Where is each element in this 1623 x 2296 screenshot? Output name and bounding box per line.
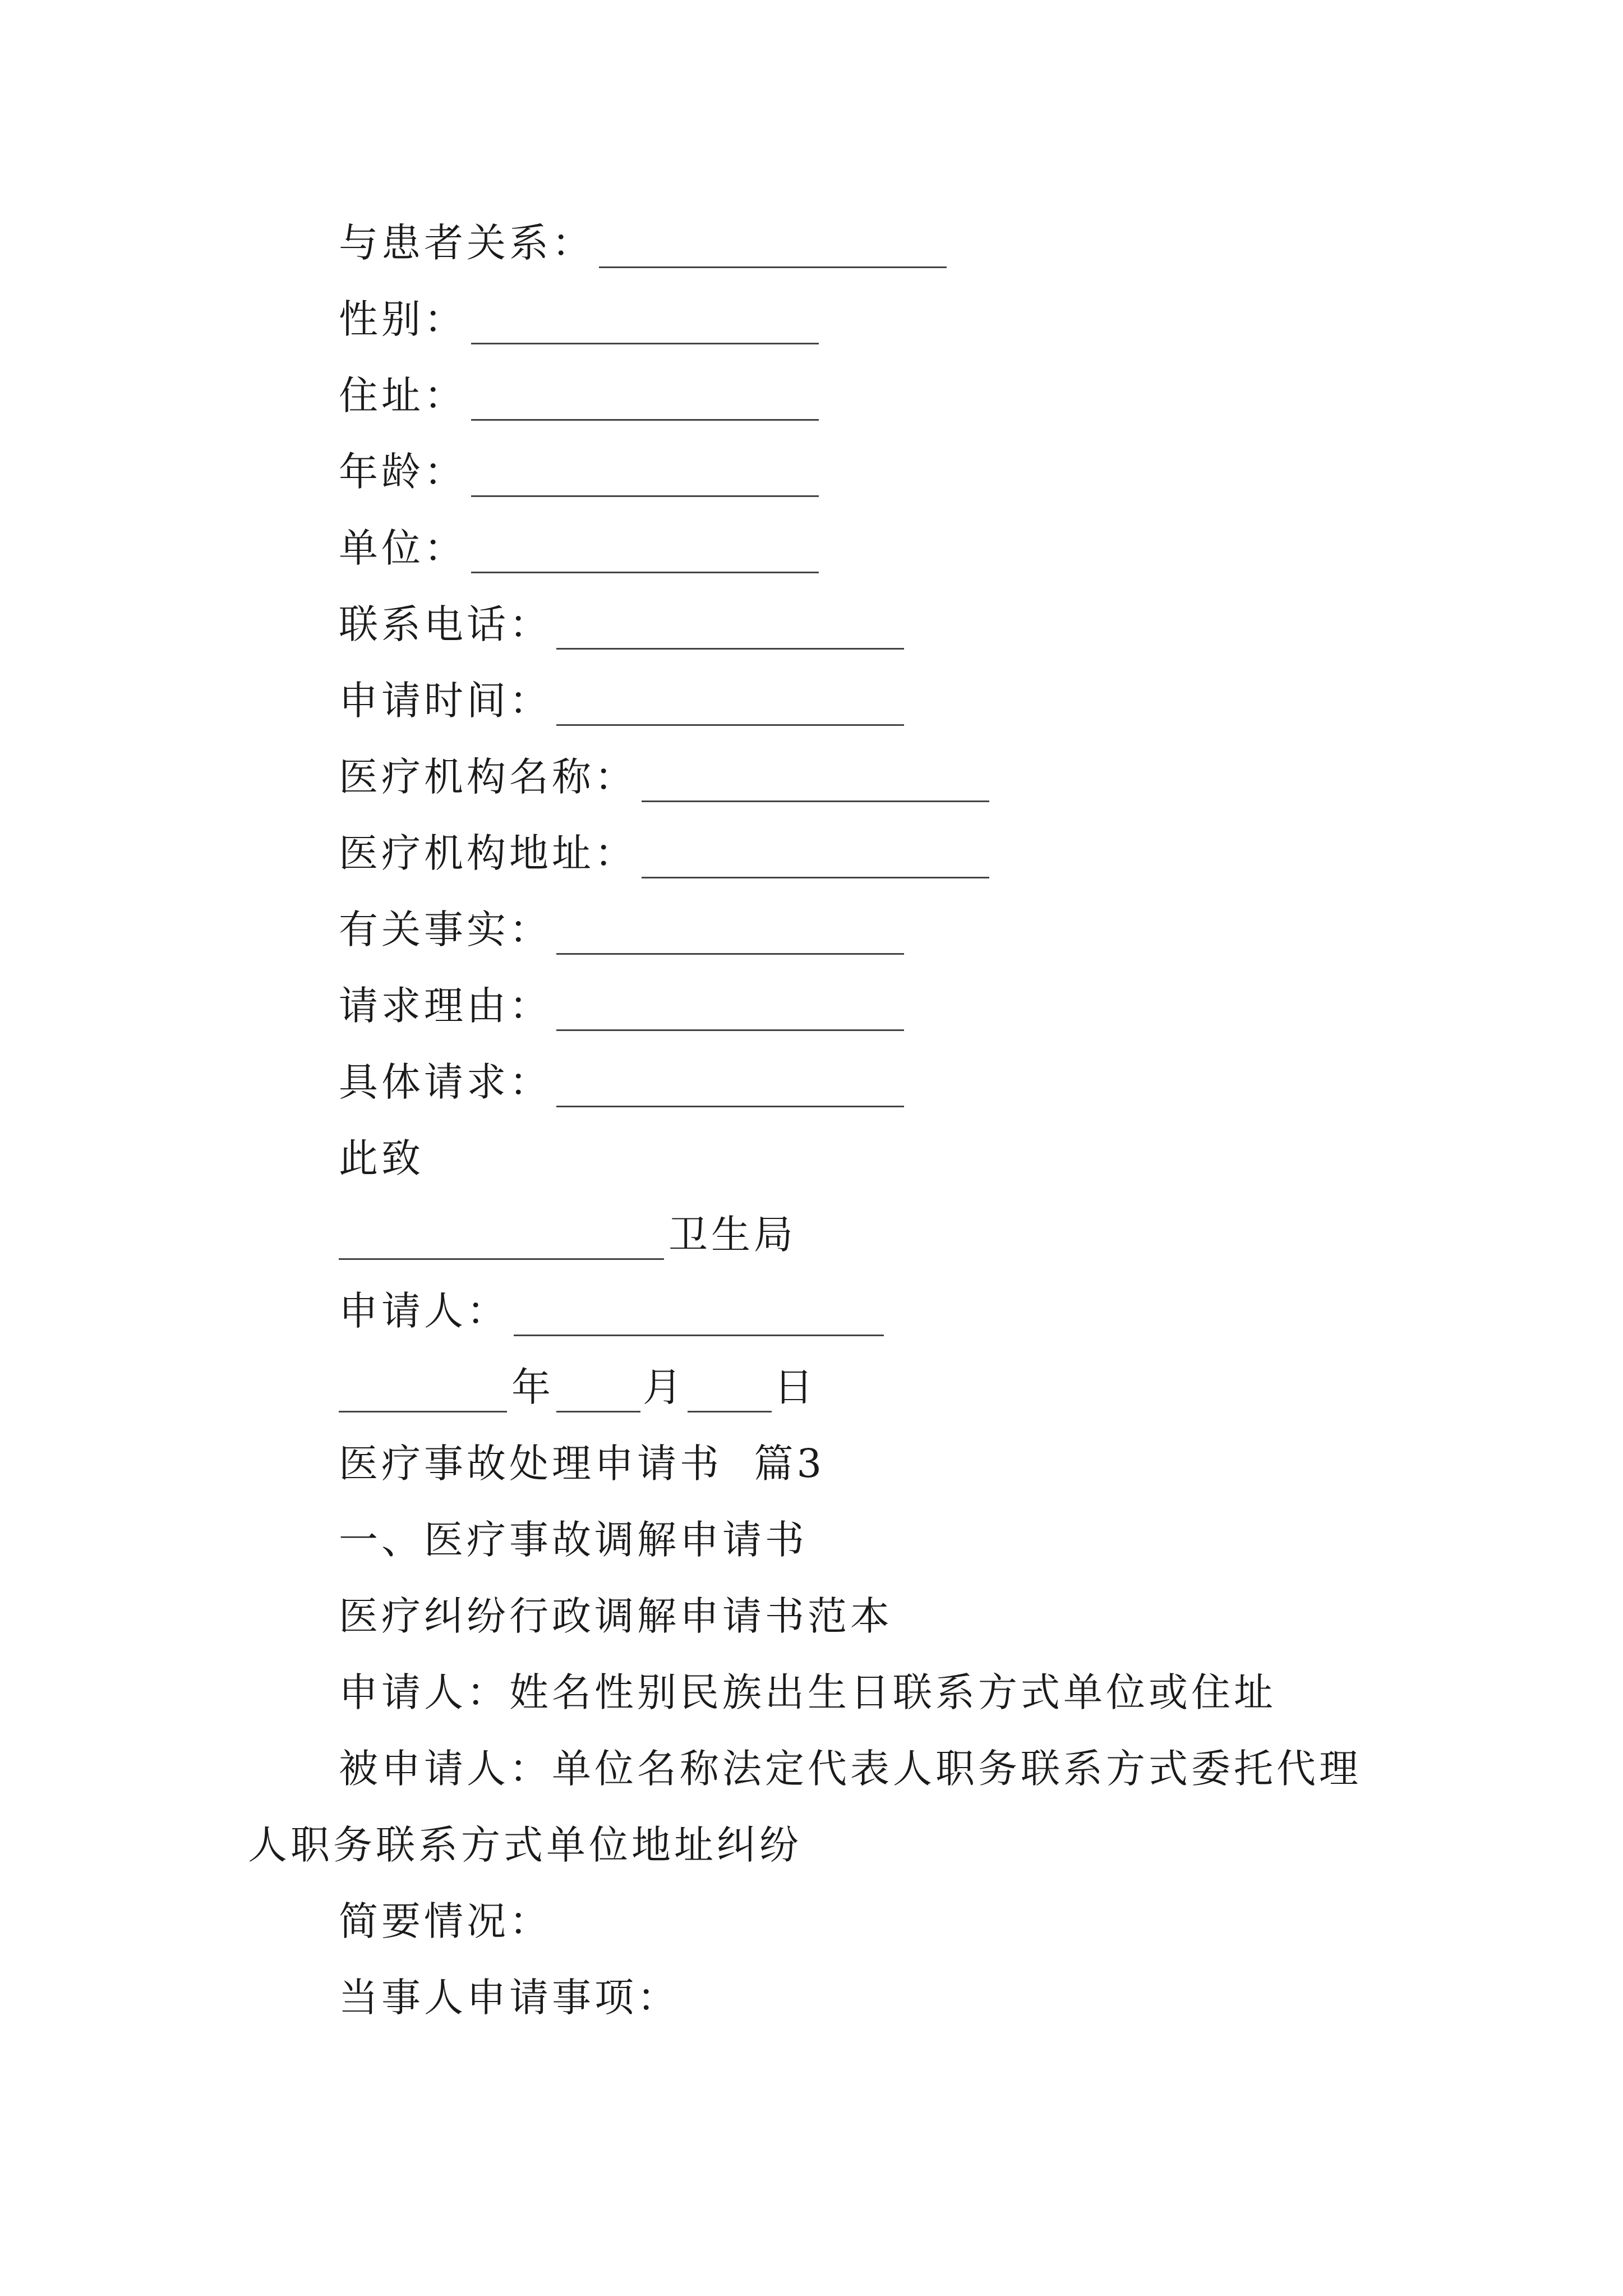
relation-label: 与患者关系： xyxy=(339,220,594,266)
template-title-text: 医疗纠纷行政调解申请书范本 xyxy=(339,1593,893,1639)
section-heading-text: 医疗事故处理申请书 篇3 xyxy=(339,1441,826,1487)
respondent-line-1 xyxy=(339,1743,1362,1794)
applicant-sign-row xyxy=(339,1286,884,1336)
hospital-name-blank[interactable] xyxy=(642,766,989,802)
apply-time-label: 申请时间： xyxy=(339,678,552,724)
applicant-info-line xyxy=(339,1667,1276,1718)
phone-label: 联系电话： xyxy=(339,601,552,647)
relation-row xyxy=(339,218,947,268)
address-row xyxy=(339,370,819,421)
respondent-text-2: 人职务联系方式单位地址纠纷 xyxy=(248,1822,802,1868)
relation-blank[interactable] xyxy=(599,232,947,268)
phone-row xyxy=(339,599,904,650)
age-label: 年龄： xyxy=(339,449,467,495)
applicant-sign-label: 申请人： xyxy=(339,1288,509,1334)
address-label: 住址： xyxy=(339,372,467,418)
respondent-text-1: 被申请人：单位名称法定代表人职务联系方式委托代理 xyxy=(339,1746,1362,1792)
unit-row xyxy=(339,523,819,573)
year-blank[interactable] xyxy=(339,1376,507,1412)
recipient-suffix: 卫生局 xyxy=(668,1212,796,1258)
salutation-row xyxy=(339,1133,424,1184)
recipient-blank[interactable] xyxy=(339,1223,664,1260)
claims-label: 当事人申请事项： xyxy=(339,1975,680,2021)
section-heading xyxy=(339,1438,825,1489)
day-blank[interactable] xyxy=(688,1376,772,1412)
respondent-line-2 xyxy=(248,1820,802,1870)
reason-row xyxy=(339,981,904,1031)
gender-blank[interactable] xyxy=(471,308,819,344)
reason-label: 请求理由： xyxy=(339,983,552,1029)
apply-time-row xyxy=(339,675,904,726)
apply-time-blank[interactable] xyxy=(556,689,904,726)
reason-blank[interactable] xyxy=(556,995,904,1031)
hospital-address-blank[interactable] xyxy=(642,842,989,878)
date-row xyxy=(339,1362,817,1412)
applicant-info-text: 申请人：姓名性别民族出生日联系方式单位或住址 xyxy=(339,1669,1276,1715)
sub-heading-text: 一、医疗事故调解申请书 xyxy=(339,1517,808,1563)
year-label: 年 xyxy=(511,1364,554,1410)
template-title xyxy=(339,1591,893,1641)
summary-line xyxy=(339,1896,552,1947)
hospital-address-row xyxy=(339,828,989,878)
request-label: 具体请求： xyxy=(339,1059,552,1105)
claims-line xyxy=(339,1972,680,2023)
sub-heading xyxy=(339,1515,808,1565)
month-blank[interactable] xyxy=(556,1376,640,1412)
month-label: 月 xyxy=(643,1364,685,1410)
unit-label: 单位： xyxy=(339,525,467,571)
address-blank[interactable] xyxy=(471,384,819,421)
gender-label: 性别： xyxy=(339,296,467,342)
request-blank[interactable] xyxy=(556,1071,904,1107)
facts-label: 有关事实： xyxy=(339,907,552,953)
gender-row xyxy=(339,294,819,344)
age-blank[interactable] xyxy=(471,461,819,497)
age-row xyxy=(339,447,819,497)
facts-row xyxy=(339,904,904,955)
day-label: 日 xyxy=(774,1364,817,1410)
salutation-text: 此致 xyxy=(339,1135,424,1181)
unit-blank[interactable] xyxy=(471,537,819,573)
summary-label: 简要情况： xyxy=(339,1898,552,1944)
hospital-name-label: 医疗机构名称： xyxy=(339,754,637,800)
phone-blank[interactable] xyxy=(556,613,904,650)
hospital-name-row xyxy=(339,752,989,802)
request-row xyxy=(339,1057,904,1107)
facts-blank[interactable] xyxy=(556,918,904,955)
applicant-sign-blank[interactable] xyxy=(514,1300,884,1336)
hospital-address-label: 医疗机构地址： xyxy=(339,830,637,876)
recipient-row xyxy=(339,1209,796,1260)
